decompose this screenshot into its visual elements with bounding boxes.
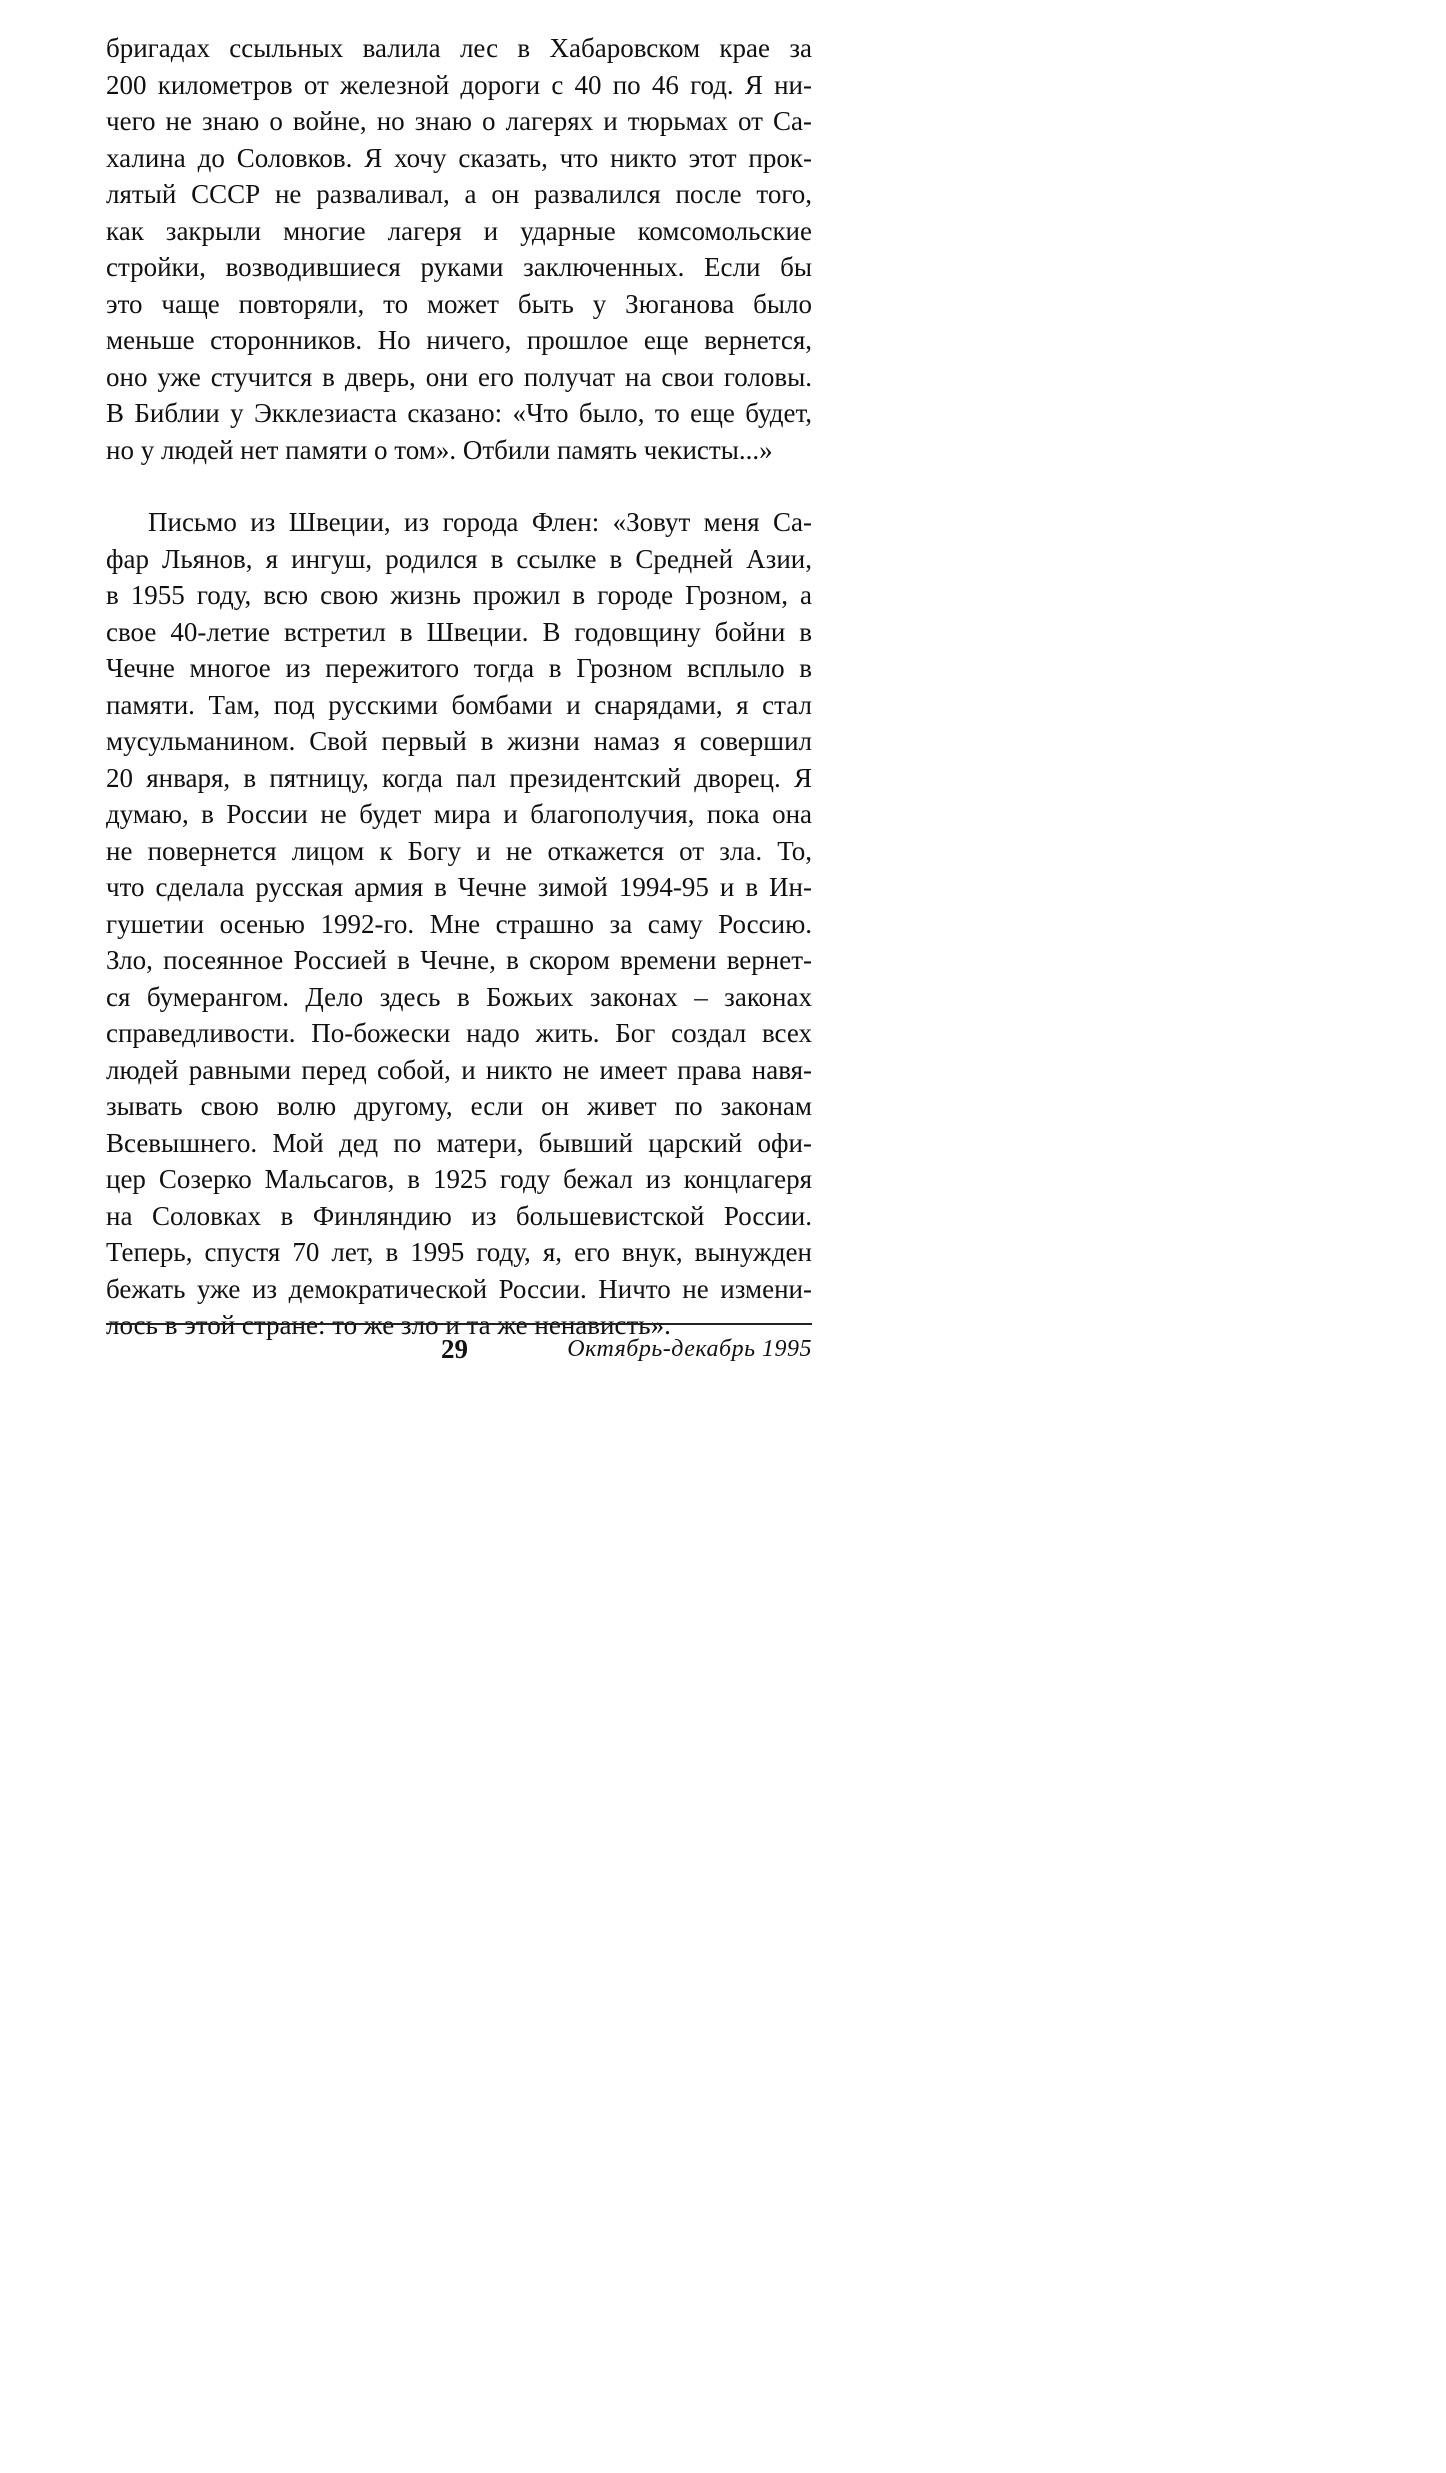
paragraph-letter-continuation [106,30,812,468]
text-line: Чечне многое из пережитого тогда в Грозном всплыло в [106,653,812,683]
page-body [106,30,812,1344]
text-line: халина до Соловков. Я хочу сказать, что никто этот прок- [106,142,812,173]
text-line: чего не знаю о войне, но знаю о лагерях и тюрьмах от Са- [106,106,812,136]
issue-date: Октябрь-декабрь 1995 [567,1336,812,1362]
text-line: думаю, в России не будет мира и благополучия, пока она [106,799,812,829]
paragraph-letter-from-sweden [106,504,812,1344]
text-line: Всевышнего. Мой дед по матери, бывший царский офи- [106,1127,812,1158]
text-line: Письмо из Швеции, из города Флен: «Зовут меня Са- [148,507,812,537]
page-number: 29 [441,1334,468,1364]
text-line: Теперь, спустя 70 лет, в 1995 году, я, его внук, вынужден [106,1237,812,1267]
text-line: 20 января, в пятницу, когда пал президентский дворец. Я [106,762,812,793]
text-line: справедливости. По-божески надо жить. Бог создал всех [106,1018,812,1048]
text-line: бригадах ссыльных валила лес в Хабаровском крае за [106,33,812,63]
text-line: не повернется лицом к Богу и не откажется от зла. То, [106,835,812,866]
text-line: людей равными перед собой, и никто не имеет права навя- [106,1054,812,1085]
text-line: фар Льянов, я ингуш, родился в ссылке в Средней Азии, [106,543,812,574]
text-line: ся бумерангом. Дело здесь в Божьих законах – законах [106,981,812,1012]
text-line: Зло, посеянное Россией в Чечне, в скором времени вернет- [106,945,812,975]
text-line: стройки, возводившиеся руками заключенных. Если бы [106,252,812,282]
text-line: цер Созерко Мальсагов, в 1925 году бежал из концлагеря [106,1164,812,1194]
text-line: лось в этой стране: то же зло и та же ненависть». [106,1310,671,1340]
text-line: лятый СССР не разваливал, а он развалился после того, [106,179,812,209]
text-line: это чаще повторяли, то может быть у Зюганова было [106,288,812,319]
text-line: 200 километров от железной дороги с 40 по 46 год. Я ни- [106,69,812,100]
text-line: памяти. Там, под русскими бомбами и снарядами, я стал [106,689,812,720]
page-footer [106,1331,812,1371]
text-line: что сделала русская армия в Чечне зимой 1994-95 и в Ин- [106,872,812,902]
text-line: в 1955 году, всю свою жизнь прожил в городе Грозном, а [106,580,812,610]
text-line: на Соловках в Финляндию из большевистской России. [106,1200,812,1231]
text-line: гушетии осенью 1992-го. Мне страшно за саму Россию. [106,908,812,939]
text-line: зывать свою волю другому, если он живет по законам [106,1091,812,1121]
text-line: меньше сторонников. Но ничего, прошлое еще вернется, [106,325,812,355]
text-line: как закрыли многие лагеря и ударные комсомольские [106,215,812,246]
text-line: бежать уже из демократической России. Ничто не измени- [106,1273,812,1304]
text-line: свое 40-летие встретил в Швеции. В годовщину бойни в [106,616,812,647]
text-line: мусульманином. Свой первый в жизни намаз я совершил [106,726,812,756]
text-line: оно уже стучится в дверь, они его получат на свои головы. [106,361,812,392]
footer-rule [106,1323,812,1325]
text-line: В Библии у Экклезиаста сказано: «Что было, то еще будет, [106,398,812,428]
text-line: но у людей нет памяти о том». Отбили память чекисты...» [106,434,773,465]
